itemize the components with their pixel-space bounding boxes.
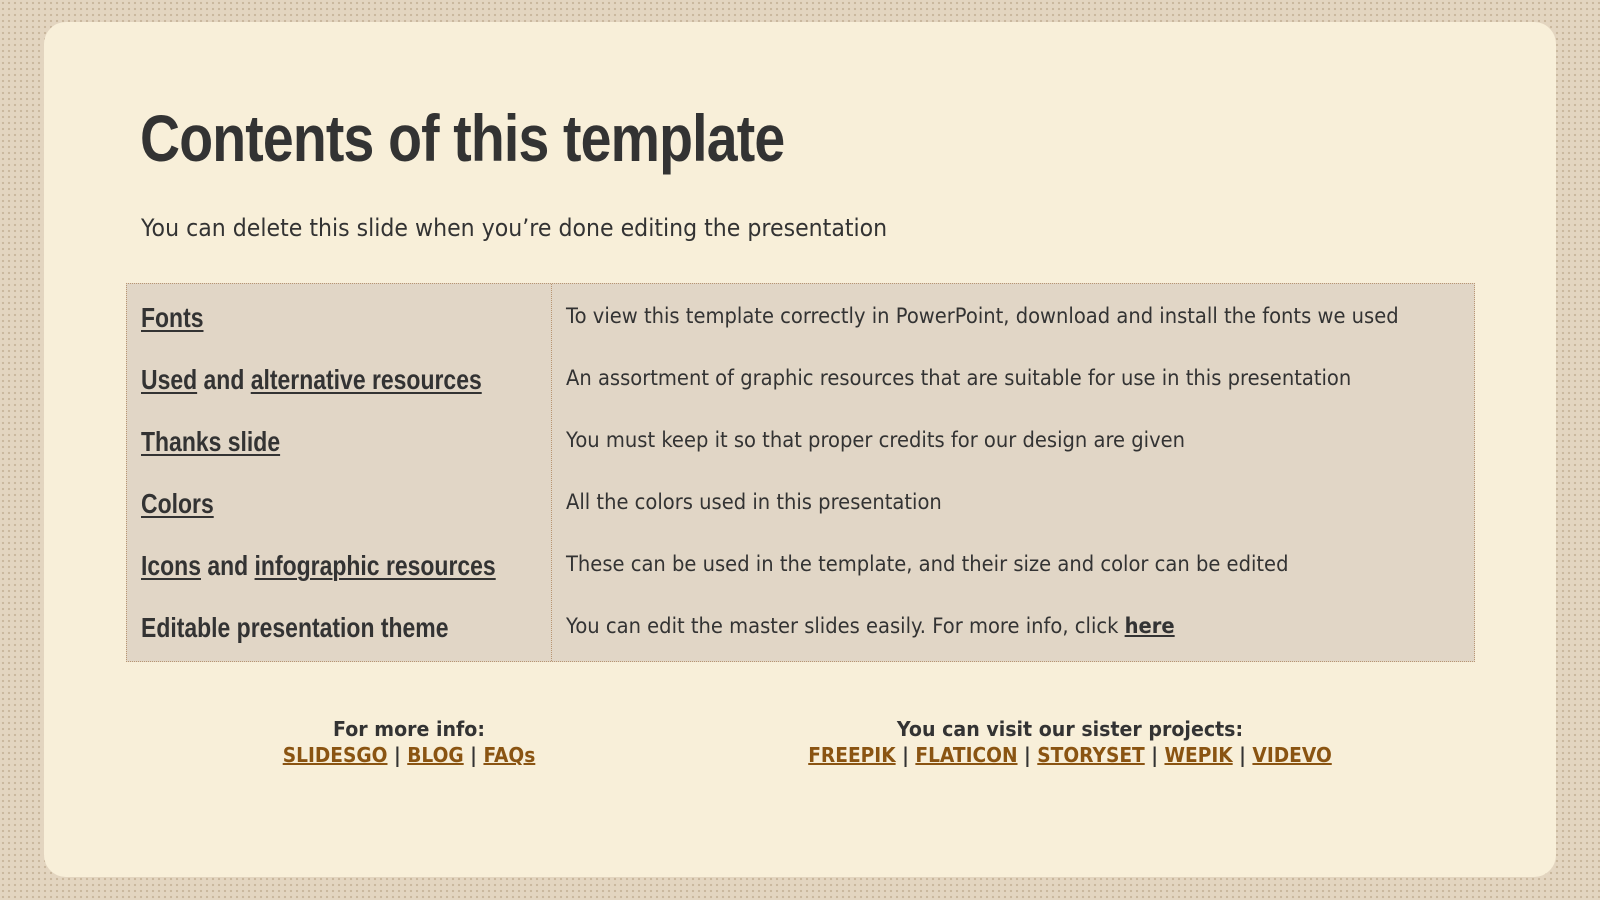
footer-link-freepik[interactable]: FREEPIK [808, 743, 896, 767]
link-icons[interactable]: Icons [141, 550, 201, 581]
link-separator: | [1017, 743, 1038, 767]
row-description-text: These can be used in the template, and their size and color can be edited [566, 552, 1289, 576]
label-text: Editable presentation theme [141, 612, 449, 643]
table-row [127, 286, 1474, 349]
row-label [141, 612, 448, 644]
link-separator: | [1144, 743, 1165, 767]
link-alternative-resources[interactable]: alternative resources [250, 364, 482, 395]
row-description [566, 366, 1351, 390]
here-link[interactable]: here [1124, 614, 1175, 638]
table-row [127, 472, 1474, 535]
row-description-text: You can edit the master slides easily. For more info, click [566, 614, 1125, 638]
label-text: and [197, 364, 251, 395]
table-row [127, 410, 1474, 473]
link-separator: | [895, 743, 916, 767]
row-description-text: You must keep it so that proper credits for our design are given [566, 428, 1186, 452]
link-thanks-slide[interactable]: Thanks slide [141, 426, 281, 457]
row-description [566, 552, 1288, 576]
link-infographic-resources[interactable]: infographic resources [254, 550, 496, 581]
row-description-text: An assortment of graphic resources that are suitable for use in this presentation [566, 366, 1352, 390]
footer-link-flaticon[interactable]: FLATICON [915, 743, 1018, 767]
link-used[interactable]: Used [141, 364, 198, 395]
link-fonts[interactable]: Fonts [141, 302, 204, 333]
footer-more-info-links [270, 743, 549, 767]
link-separator: | [387, 743, 408, 767]
label-text: and [200, 550, 255, 581]
footer-sister-projects-heading: You can visit our sister projects: [896, 717, 1244, 741]
footer-sister-projects-links [791, 743, 1349, 767]
row-description [566, 304, 1399, 328]
footer-more-info-heading: For more info: [333, 717, 485, 741]
row-description-text: To view this template correctly in PowerPoint, download and install the fonts we used [566, 304, 1399, 328]
link-separator: | [1232, 743, 1253, 767]
footer-link-storyset[interactable]: STORYSET [1037, 743, 1145, 767]
footer-link-slidesgo[interactable]: SLIDESGO [282, 743, 388, 767]
row-description [566, 490, 942, 514]
row-label [141, 302, 203, 334]
link-separator: | [463, 743, 484, 767]
contents-table [126, 283, 1475, 662]
footer-link-blog[interactable]: BLOG [407, 743, 464, 767]
table-row [127, 348, 1474, 411]
row-label [141, 364, 482, 396]
table-row [127, 534, 1474, 597]
footer-link-videvo[interactable]: VIDEVO [1252, 743, 1332, 767]
row-label [141, 488, 214, 520]
link-colors[interactable]: Colors [141, 488, 214, 519]
row-description [566, 428, 1185, 452]
row-description [566, 614, 1175, 638]
footer-more-info [259, 717, 559, 767]
row-label [141, 550, 496, 582]
footer-sister-projects [770, 717, 1370, 767]
page-subtitle: You can delete this slide when you’re done editing the presentation [141, 214, 888, 242]
footer-link-faqs[interactable]: FAQs [483, 743, 536, 767]
page-title: Contents of this template [140, 101, 785, 175]
table-row [127, 596, 1474, 659]
footer-link-wepik[interactable]: WEPIK [1164, 743, 1233, 767]
row-description-text: All the colors used in this presentation [566, 490, 942, 514]
row-label [141, 426, 280, 458]
